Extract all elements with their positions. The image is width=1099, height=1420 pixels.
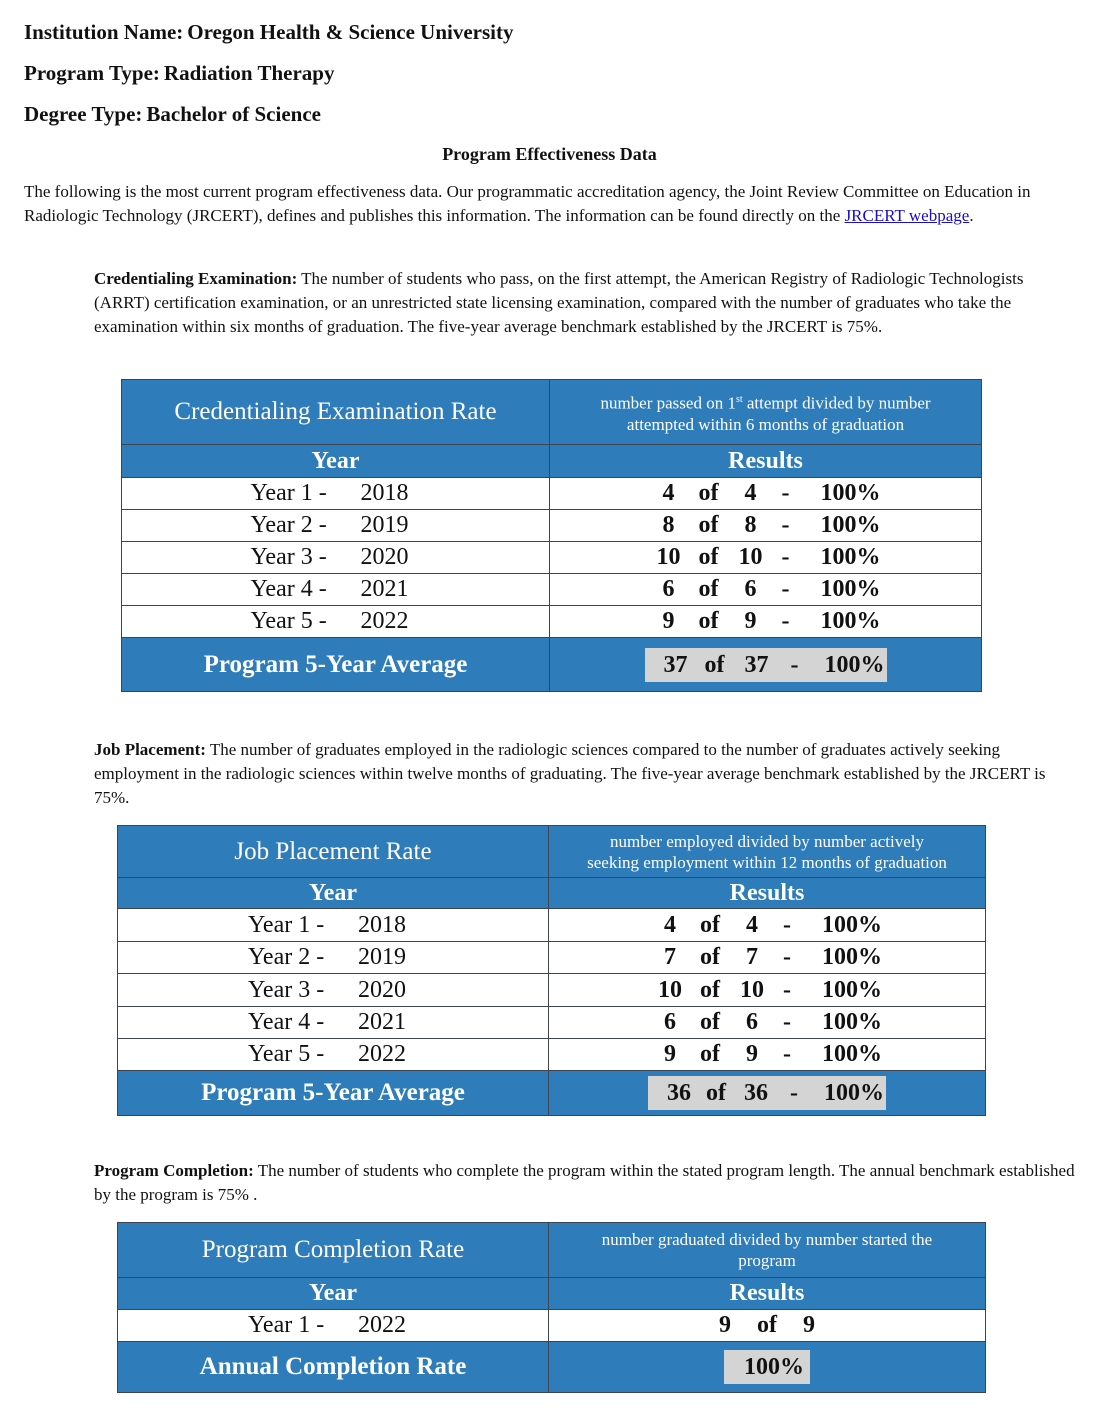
- completion-formula: [549, 1223, 986, 1278]
- credentialing-formula: [550, 380, 982, 445]
- intro-trailing: .: [969, 206, 974, 225]
- institution-label: Institution Name:: [24, 20, 184, 44]
- year-value: 2020: [360, 544, 409, 570]
- formula-line1-pre: number passed on 1: [600, 393, 736, 413]
- year-label: Year 2 -: [250, 512, 327, 538]
- program-type-label: Program Type:: [24, 61, 160, 85]
- completion-description: [94, 1159, 1079, 1207]
- result-value: 10 of 10 - 100%: [658, 976, 882, 1003]
- table-row: [118, 909, 986, 942]
- result-value: 6 of 6 - 100%: [664, 1009, 882, 1035]
- result-value: 10 of 10 - 100%: [656, 544, 881, 570]
- result-value: 9 of 9 - 100%: [662, 608, 881, 634]
- year-label: Year 3 -: [250, 544, 327, 570]
- year-label: Year 1 -: [250, 480, 327, 506]
- result-value: 9 of 9 - 100%: [664, 1041, 882, 1067]
- col-header-year: Year: [118, 878, 549, 909]
- year-value: 2018: [358, 911, 406, 938]
- credentialing-description: [94, 267, 1079, 339]
- intro-text: The following is the most current program effectiveness data. Our programmatic accreditation agency, the Joint Review Committee on Education in Radiologic Technology (JRCERT), defines and publishes this information. The information can be found directly on the: [24, 182, 1031, 225]
- average-value: 37 of 37 - 100%: [645, 648, 887, 682]
- result-value: 4 of 4 - 100%: [662, 480, 881, 506]
- completion-table: [117, 1222, 986, 1393]
- formula-line2: attempted within 6 months of graduation: [626, 414, 905, 434]
- credentialing-table: [121, 379, 982, 692]
- year-label: Year 5 -: [250, 608, 327, 634]
- average-label: Program 5-Year Average: [118, 1071, 549, 1116]
- degree-type-line: [24, 102, 321, 127]
- year-value: 2018: [360, 480, 409, 506]
- institution-value: Oregon Health & Science University: [187, 20, 514, 44]
- completion-desc-label: Program Completion:: [94, 1161, 254, 1180]
- table-row: [118, 1039, 986, 1071]
- year-value: 2022: [358, 1312, 406, 1338]
- credentialing-table-title: Credentialing Examination Rate: [122, 380, 550, 445]
- average-label: Program 5-Year Average: [122, 638, 550, 692]
- job-placement-formula: [549, 826, 986, 878]
- average-value: 36 of 36 - 100%: [648, 1076, 886, 1110]
- year-value: 2021: [358, 1009, 406, 1035]
- year-value: 2022: [358, 1041, 406, 1067]
- col-header-results: Results: [550, 445, 982, 478]
- result-value: 8 of 8 - 100%: [662, 512, 881, 538]
- intro-paragraph: [24, 180, 1084, 228]
- year-label: Year 4 -: [248, 1009, 325, 1035]
- credentialing-desc-label: Credentialing Examination:: [94, 269, 298, 288]
- job-placement-table-title: Job Placement Rate: [118, 826, 549, 878]
- degree-type-label: Degree Type:: [24, 102, 143, 126]
- table-row: [122, 574, 982, 606]
- year-label: Year 3 -: [248, 976, 325, 1003]
- year-value: 2019: [358, 944, 406, 970]
- table-row: [122, 478, 982, 510]
- col-header-results: Results: [549, 1278, 986, 1310]
- annual-completion-label: Annual Completion Rate: [118, 1342, 549, 1393]
- formula-sup: st: [735, 394, 743, 406]
- credentialing-desc-text: The number of students who pass, on the first attempt, the American Registry of Radiologic Technologists (ARRT) certification examination, or an unrestricted state licensing examination, compared with the number of graduates who take the examination within six months of graduation. The five-year average benchmark established by the JRCERT is 75%.: [94, 269, 1024, 336]
- job-placement-desc-text: The number of graduates employed in the radiologic sciences compared to the number of graduates actively seeking employment in the radiologic sciences within twelve months of graduating. The five-year average benchmark established by the JRCERT is 75%.: [94, 740, 1046, 807]
- year-label: Year 2 -: [248, 944, 325, 970]
- table-row: [122, 542, 982, 574]
- section-title: Program Effectiveness Data: [442, 144, 657, 164]
- program-type-value: Radiation Therapy: [163, 61, 335, 85]
- annual-completion-value: 100%: [724, 1350, 810, 1384]
- program-type-line: [24, 61, 334, 86]
- year-value: 2020: [358, 976, 406, 1003]
- completion-desc-text: The number of students who complete the program within the stated program length. The annual benchmark established by the program is 75% .: [94, 1161, 1075, 1204]
- job-placement-desc-label: Job Placement:: [94, 740, 206, 759]
- year-value: 2021: [360, 576, 409, 602]
- formula-line1: number employed divided by number actively: [610, 831, 924, 851]
- result-value: 7 of 7 - 100%: [664, 944, 882, 970]
- formula-line1-post: attempt divided by number: [742, 393, 931, 413]
- table-row: [118, 1310, 986, 1342]
- degree-type-value: Bachelor of Science: [146, 102, 321, 126]
- result-value: 6 of 6 - 100%: [662, 576, 881, 602]
- table-row: [118, 942, 986, 974]
- table-row: [118, 974, 986, 1007]
- year-value: 2022: [360, 608, 409, 634]
- table-row: [122, 510, 982, 542]
- result-value: 4 of 4 - 100%: [664, 911, 882, 938]
- table-row: [118, 1007, 986, 1039]
- year-label: Year 1 -: [248, 1312, 325, 1338]
- jrcert-webpage-link[interactable]: JRCERT webpage: [844, 206, 970, 225]
- year-label: Year 1 -: [248, 911, 325, 938]
- table-row: [122, 606, 982, 638]
- formula-line2: seeking employment within 12 months of graduation: [587, 852, 947, 872]
- institution-line: [24, 20, 514, 45]
- completion-table-title: Program Completion Rate: [118, 1223, 549, 1278]
- col-header-results: Results: [549, 878, 986, 909]
- year-label: Year 4 -: [250, 576, 327, 602]
- job-placement-table: [117, 825, 986, 1116]
- formula-line2: program: [738, 1251, 796, 1270]
- col-header-year: Year: [122, 445, 550, 478]
- year-value: 2019: [360, 512, 409, 538]
- formula-line1: number graduated divided by number started the: [601, 1230, 933, 1249]
- result-value: 9 of 9: [719, 1312, 815, 1338]
- job-placement-description: [94, 738, 1079, 810]
- year-label: Year 5 -: [248, 1041, 325, 1067]
- col-header-year: Year: [118, 1278, 549, 1310]
